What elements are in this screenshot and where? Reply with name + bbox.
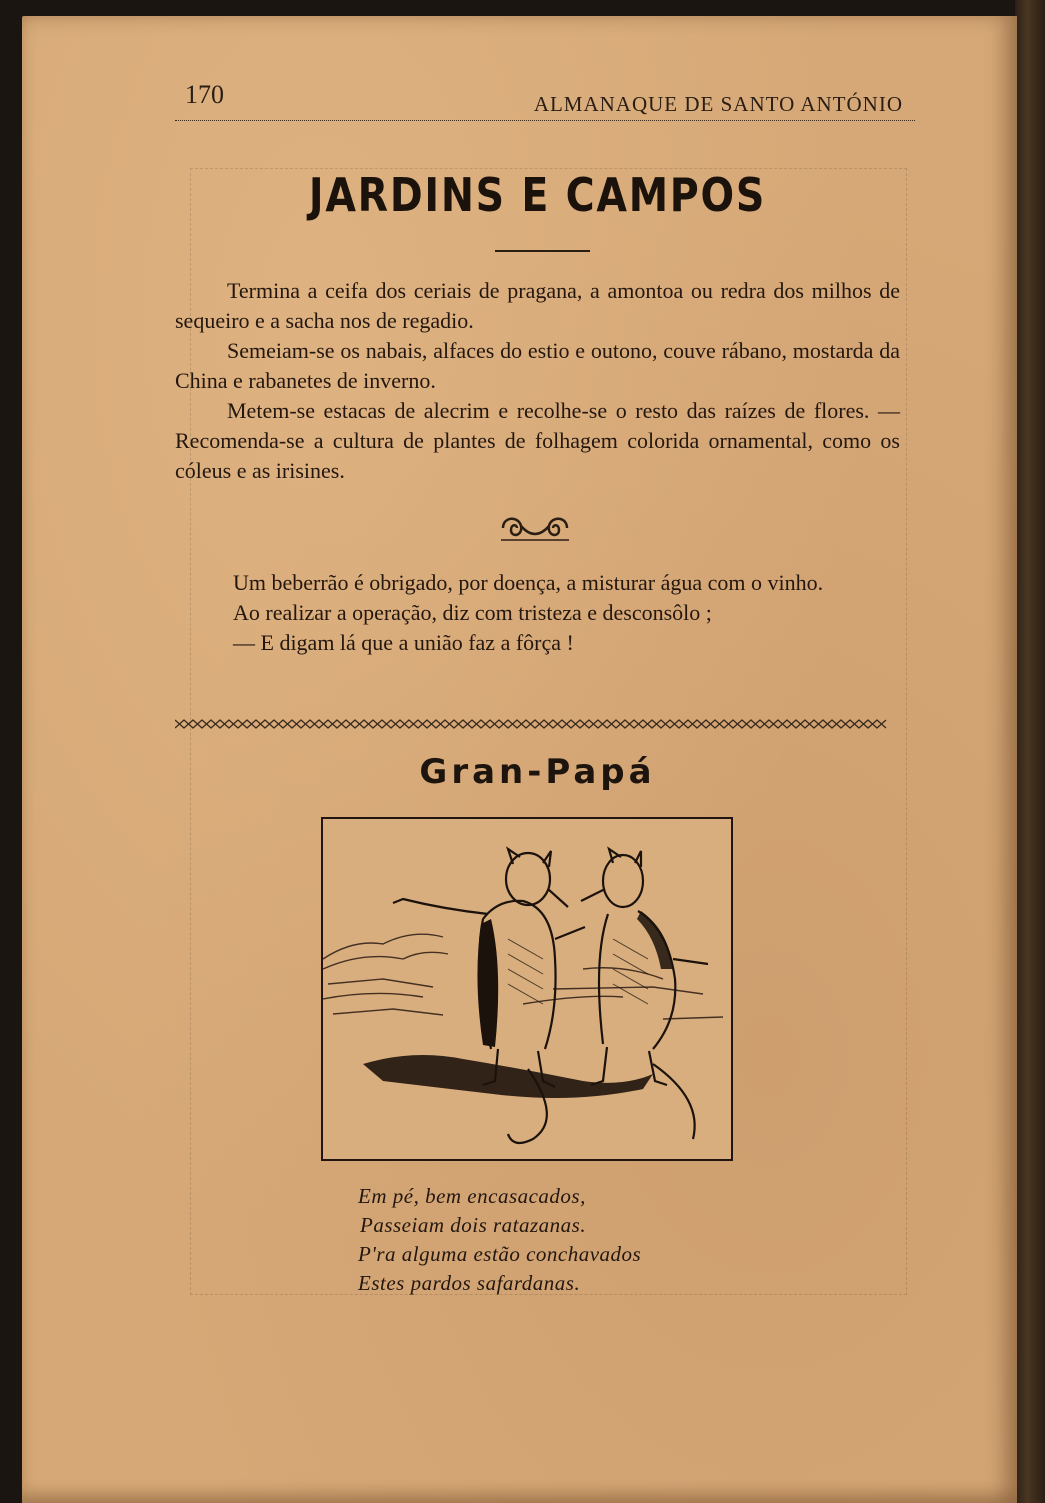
page-number: 170 bbox=[185, 80, 224, 109]
scroll-ornament-icon bbox=[495, 508, 575, 548]
paragraph: Um beberrão é obrigado, por doença, a misturar água com o vinho. bbox=[233, 570, 824, 595]
paragraph: Ao realizar a operação, diz com tristeza e desconsôlo ; bbox=[233, 600, 712, 625]
poem-line: Passeiam dois ratazanas. bbox=[360, 1213, 587, 1237]
book-spine-edge bbox=[1015, 0, 1045, 1503]
zigzag-divider bbox=[175, 714, 890, 738]
paragraph: Metem-se estacas de alecrim e recolhe-se o resto das raízes de flores. —Recomenda-se a cultura de plantes de folhagem colorida ornamental, como os cóleus e as irisines. bbox=[175, 398, 900, 483]
poem-title: Gran-Papá bbox=[419, 752, 656, 792]
poem-stanza bbox=[358, 1182, 778, 1298]
section-body bbox=[175, 276, 900, 486]
poem-line: Estes pardos safardanas. bbox=[358, 1271, 581, 1295]
engraving-image bbox=[323, 819, 731, 1159]
rats-illustration bbox=[321, 817, 733, 1161]
anecdote bbox=[175, 568, 900, 658]
paragraph: — E digam lá que a união faz a fôrça ! bbox=[233, 630, 574, 655]
section-title: JARDINS E CAMPOS bbox=[308, 168, 767, 222]
running-header bbox=[175, 70, 915, 121]
paragraph: Semeiam-se os nabais, alfaces do estio e outono, couve rábano, mostarda da China e rabanetes de inverno. bbox=[175, 338, 900, 393]
poem-line: Em pé, bem encasacados, bbox=[358, 1184, 586, 1208]
poem-line: P'ra alguma estão conchavados bbox=[358, 1242, 642, 1266]
paragraph: Termina a ceifa dos ceriais de pragana, a amontoa ou redra dos milhos de sequeiro e a sacha nos de regadio. bbox=[175, 278, 900, 333]
running-title: ALMANAQUE DE SANTO ANTÓNIO bbox=[533, 92, 903, 116]
title-rule bbox=[495, 250, 590, 252]
